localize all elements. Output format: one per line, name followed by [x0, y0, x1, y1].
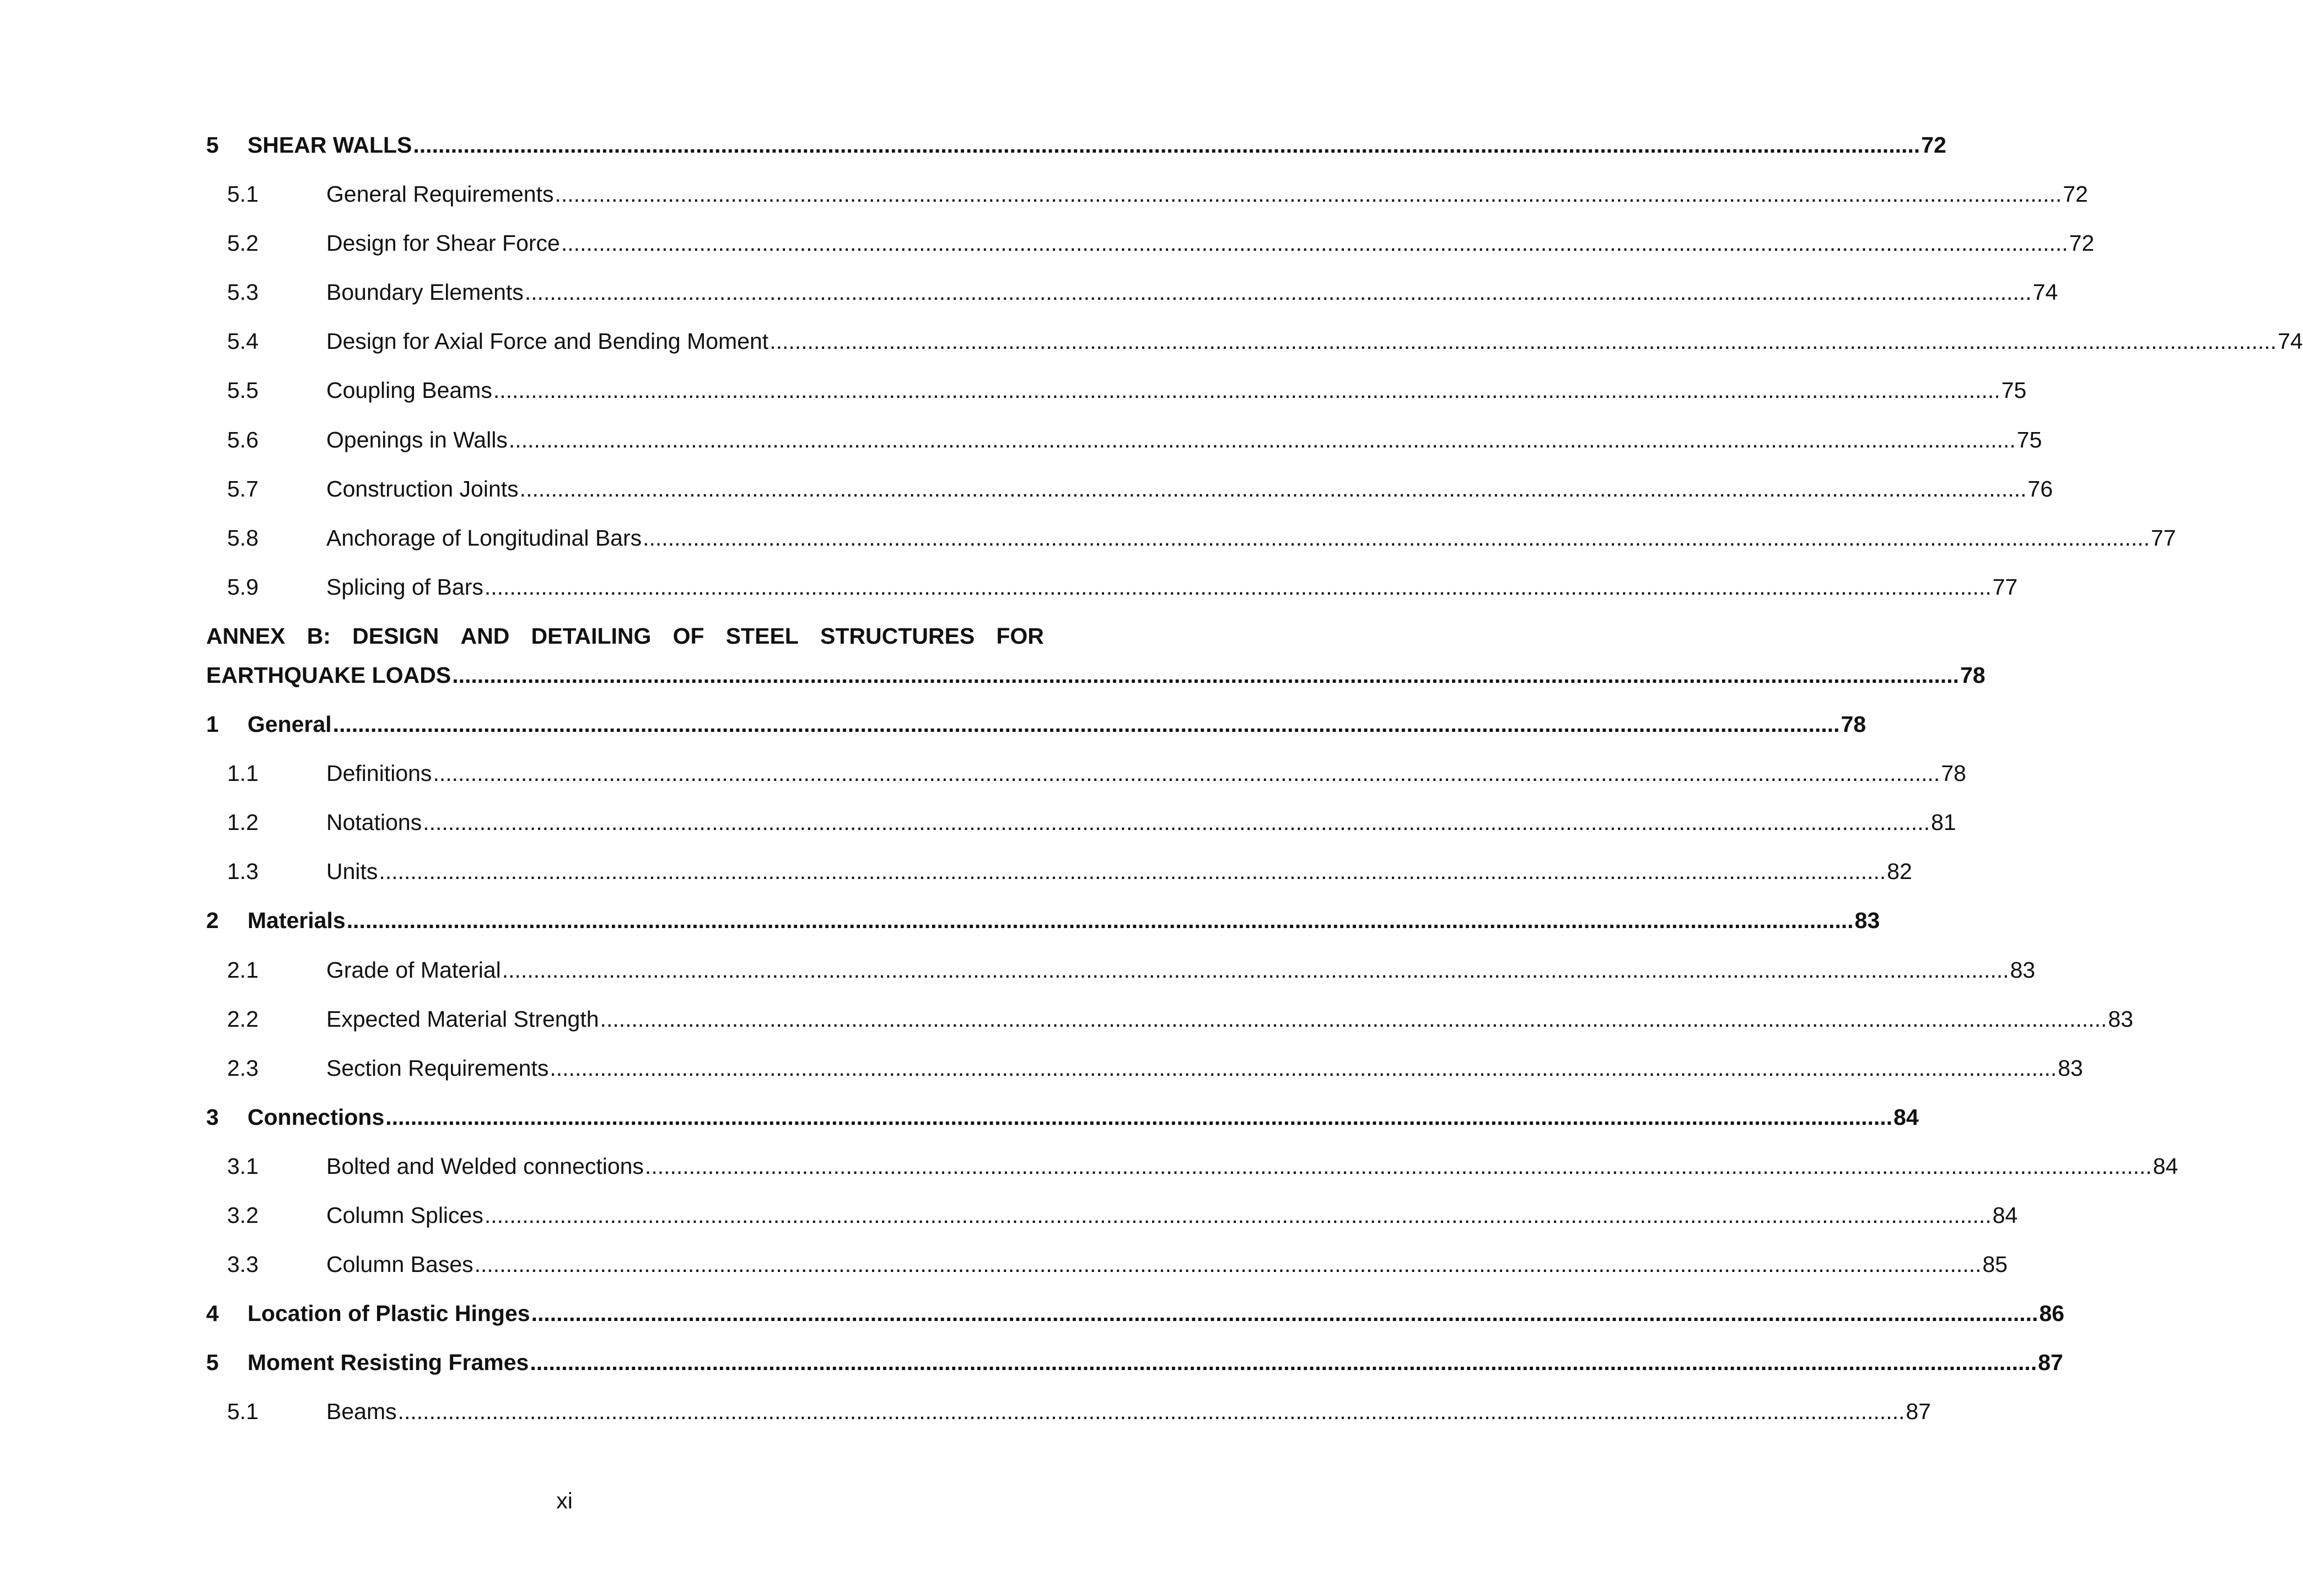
dot-leader [645, 1155, 2152, 1178]
dot-leader [485, 576, 1992, 598]
toc-entry-page: 82 [1887, 859, 1912, 885]
toc-entry-page: 86 [2039, 1301, 2065, 1327]
toc-entry-number: 5.1 [227, 1399, 259, 1425]
dot-leader [600, 1008, 2107, 1031]
toc-entry-number: 2.2 [227, 1006, 259, 1032]
toc-entry-title: Expected Material Strength [326, 1006, 599, 1032]
dot-leader [413, 134, 1920, 157]
annex-word: DESIGN [352, 623, 439, 649]
toc-entry-materials[interactable] [206, 908, 1880, 958]
dot-leader [423, 811, 1930, 834]
toc-entry-title: Section Requirements [326, 1055, 549, 1081]
toc-entry-grade-of-material[interactable] [206, 957, 2036, 1008]
toc-entry-number: 1.3 [227, 859, 259, 885]
toc-entry-page: 87 [1906, 1399, 1931, 1425]
toc-entry-title: Notations [326, 810, 422, 835]
toc-entry-page: 87 [2038, 1350, 2063, 1376]
dot-leader [433, 762, 1940, 785]
dot-leader [530, 1351, 2037, 1374]
annex-word: AND [460, 623, 510, 649]
toc-entry-title: Column Splices [326, 1202, 483, 1228]
toc-entry-title: Grade of Material [326, 957, 501, 983]
toc-entry-title: EARTHQUAKE LOADS [206, 662, 451, 688]
toc-entry-number: 2 [206, 908, 219, 934]
toc-entry-page: 81 [1931, 810, 1956, 835]
toc-entry-title: Coupling Beams [326, 378, 492, 403]
toc-entry-page: 84 [1893, 1104, 1919, 1130]
annex-word: FOR [996, 623, 1044, 649]
dot-leader [347, 909, 1854, 932]
toc-entry-page: 85 [1982, 1252, 2008, 1277]
toc-entry-number: 1.1 [227, 761, 259, 786]
toc-entry-shear-walls[interactable] [206, 132, 1946, 183]
table-of-contents [206, 132, 2303, 1449]
toc-entry-page: 74 [2032, 279, 2058, 305]
toc-entry-number: 3.1 [227, 1153, 259, 1179]
annex-word: B: [306, 623, 331, 649]
toc-entry-title: Beams [326, 1399, 397, 1425]
dot-leader [509, 429, 2016, 451]
toc-entry-title: Moment Resisting Frames [247, 1350, 529, 1376]
toc-entry-number: 2.1 [227, 957, 259, 983]
annex-word: DETAILING [531, 623, 652, 649]
toc-entry-title: Splicing of Bars [326, 574, 483, 600]
toc-entry-bolted-welded-connections[interactable] [206, 1153, 2178, 1204]
toc-entry-page: 83 [2108, 1006, 2134, 1032]
toc-entry-title: Materials [247, 908, 346, 934]
toc-entry-page: 74 [2278, 328, 2303, 354]
toc-entry-number: 5.4 [227, 328, 259, 354]
toc-entry-title: General Requirements [326, 181, 554, 207]
dot-leader [493, 379, 2000, 402]
toc-entry-anchorage-longitudinal-bars[interactable] [206, 525, 2176, 576]
toc-entry-connections[interactable] [206, 1104, 1919, 1155]
annex-word: OF [672, 623, 704, 649]
toc-entry-title: Bolted and Welded connections [326, 1153, 644, 1179]
toc-entry-title: Units [326, 859, 378, 885]
dot-leader [643, 527, 2150, 549]
dot-leader [452, 664, 1959, 687]
toc-entry-definitions[interactable] [206, 761, 1966, 811]
annex-word: ANNEX [206, 623, 286, 649]
toc-entry-title: SHEAR WALLS [247, 132, 412, 158]
toc-entry-title: Design for Axial Force and Bending Moment [326, 328, 769, 354]
toc-entry-number: 5 [206, 132, 219, 158]
toc-entry-title: General [247, 711, 332, 737]
toc-entry-page: 78 [1841, 711, 1866, 737]
toc-entry-page: 84 [1992, 1202, 2018, 1228]
dot-leader [531, 1302, 2038, 1325]
toc-entry-column-bases[interactable] [206, 1252, 2008, 1302]
toc-entry-page: 75 [2016, 427, 2042, 452]
toc-entry-page: 72 [2063, 181, 2088, 207]
toc-entry-title: Location of Plastic Hinges [247, 1301, 530, 1327]
dot-leader [555, 183, 2062, 206]
toc-entry-number: 1 [206, 711, 219, 737]
toc-entry-boundary-elements[interactable] [206, 279, 2058, 330]
dot-leader [520, 478, 2027, 500]
toc-annex-heading-line1[interactable] [206, 625, 1044, 664]
toc-entry-expected-material-strength[interactable] [206, 1006, 2134, 1057]
dot-leader [475, 1253, 1982, 1276]
toc-entry-number: 5.5 [227, 378, 259, 403]
toc-entry-title: Anchorage of Longitudinal Bars [326, 525, 642, 551]
toc-entry-number: 1.2 [227, 810, 259, 835]
dot-leader [385, 1106, 1892, 1129]
toc-annex-heading-line2[interactable] [206, 662, 1985, 713]
toc-entry-title: Openings in Walls [326, 427, 508, 452]
toc-entry-title: Connections [247, 1104, 385, 1130]
toc-entry-general-requirements[interactable] [206, 181, 2088, 232]
toc-entry-title: Boundary Elements [326, 279, 524, 305]
toc-entry-number: 5.9 [227, 574, 259, 600]
toc-entry-section-requirements[interactable] [206, 1055, 2083, 1106]
page-number: xi [556, 1488, 573, 1513]
toc-entry-moment-resisting-frames[interactable] [206, 1350, 2063, 1400]
dot-leader [502, 959, 2009, 982]
toc-entry-splicing-of-bars[interactable] [206, 574, 2018, 625]
toc-entry-design-for-shear-force[interactable] [206, 230, 2095, 281]
toc-entry-notations[interactable] [206, 810, 1956, 860]
toc-entry-general[interactable] [206, 711, 1866, 762]
dot-leader [398, 1400, 1905, 1423]
toc-entry-title: Construction Joints [326, 476, 519, 502]
toc-entry-construction-joints[interactable] [206, 476, 2053, 527]
toc-entry-title: Definitions [326, 761, 432, 786]
toc-entry-page: 83 [2010, 957, 2036, 983]
toc-entry-number: 3.3 [227, 1252, 259, 1277]
toc-entry-number: 5.6 [227, 427, 259, 452]
annex-word: STRUCTURES [820, 623, 975, 649]
toc-entry-number: 5 [206, 1350, 219, 1376]
dot-leader [485, 1204, 1992, 1227]
toc-entry-axial-force-bending-moment[interactable] [206, 328, 2303, 379]
toc-entry-number: 5.1 [227, 181, 259, 207]
dot-leader [379, 860, 1886, 883]
toc-entry-number: 3 [206, 1104, 219, 1130]
toc-entry-page: 77 [1992, 574, 2018, 600]
toc-entry-location-of-plastic-hinges[interactable] [206, 1301, 2065, 1351]
toc-entry-page: 72 [2069, 230, 2095, 256]
toc-entry-number: 5.3 [227, 279, 259, 305]
dot-leader [333, 713, 1840, 736]
toc-entry-page: 78 [1960, 662, 1985, 688]
toc-entry-number: 4 [206, 1301, 219, 1327]
toc-entry-page: 83 [2058, 1055, 2083, 1081]
toc-entry-coupling-beams[interactable] [206, 378, 2027, 428]
toc-entry-number: 3.2 [227, 1202, 259, 1228]
toc-entry-number: 2.3 [227, 1055, 259, 1081]
dot-leader [550, 1057, 2057, 1080]
toc-entry-page: 78 [1941, 761, 1966, 786]
toc-entry-title: Column Bases [326, 1252, 473, 1277]
toc-entry-openings-in-walls[interactable] [206, 427, 2042, 478]
toc-entry-beams[interactable] [206, 1399, 1931, 1449]
toc-entry-number: 5.7 [227, 476, 259, 502]
toc-entry-units[interactable] [206, 859, 1912, 909]
toc-entry-page: 76 [2027, 476, 2053, 502]
toc-entry-title: Design for Shear Force [326, 230, 560, 256]
toc-entry-page: 72 [1921, 132, 1946, 158]
toc-entry-page: 83 [1854, 908, 1880, 934]
dot-leader [561, 232, 2068, 255]
dot-leader [770, 330, 2277, 353]
toc-entry-page: 77 [2151, 525, 2176, 551]
toc-entry-column-splices[interactable] [206, 1202, 2018, 1253]
toc-entry-number: 5.8 [227, 525, 259, 551]
toc-entry-page: 84 [2153, 1153, 2178, 1179]
toc-entry-page: 75 [2001, 378, 2027, 403]
toc-entry-number: 5.2 [227, 230, 259, 256]
annex-word: STEEL [725, 623, 799, 649]
dot-leader [525, 281, 2032, 304]
